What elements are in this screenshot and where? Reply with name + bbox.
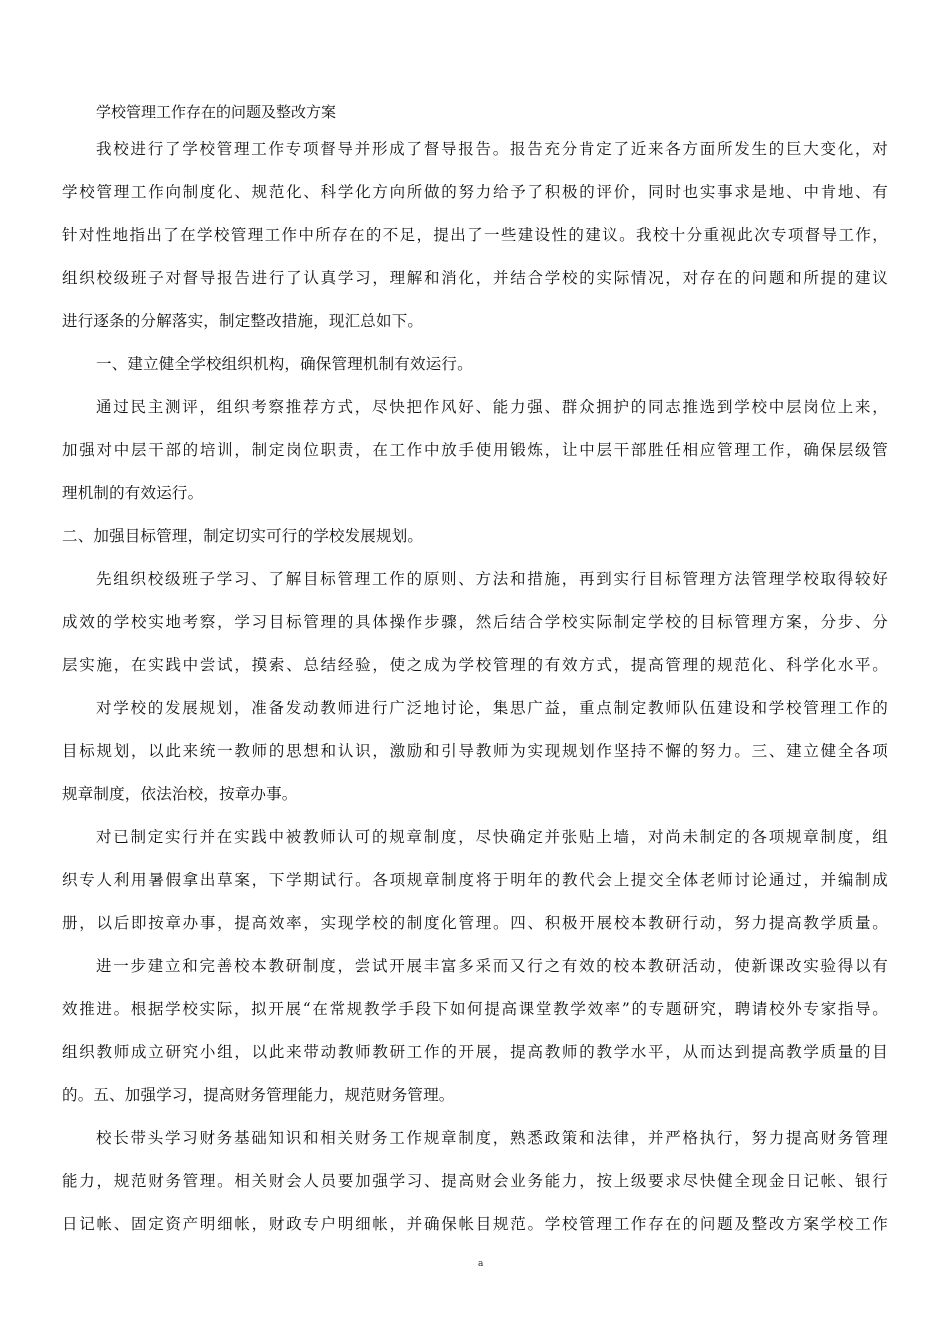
paragraph-line: 通过民主测评，组织考察推荐方式，尽快把作风好、能力强、群众拥护的同志推选到学校中层岗位上来， bbox=[96, 398, 888, 416]
paragraph-line: 册，以后即按章办事，提高效率，实现学校的制度化管理。四、积极开展校本教研行动，努力提高教学质量。 bbox=[62, 914, 888, 932]
paragraph-line: 先组织校级班子学习、了解目标管理工作的原则、方法和措施，再到实行目标管理方法管理学校取得较好 bbox=[96, 570, 888, 588]
paragraph-line: 加强对中层干部的培训，制定岗位职责，在工作中放手使用锻炼，让中层干部胜任相应管理工作，确保层级管 bbox=[62, 441, 888, 459]
paragraph-line: 进一步建立和完善校本教研制度，尝试开展丰富多采而又行之有效的校本教研活动，使新课改实验得以有 bbox=[96, 957, 888, 975]
paragraph-line: 织专人利用暑假拿出草案，下学期试行。各项规章制度将于明年的教代会上提交全体老师讨论通过，并编制成 bbox=[62, 871, 888, 889]
paragraph-line: 理机制的有效运行。 bbox=[62, 484, 204, 502]
paragraph-line: 层实施，在实践中尝试，摸索、总结经验，使之成为学校管理的有效方式，提高管理的规范化、科学化水平。 bbox=[62, 656, 888, 674]
paragraph-line: 日记帐、固定资产明细帐，财政专户明细帐，并确保帐目规范。学校管理工作存在的问题及整改方案学校工作 bbox=[62, 1215, 888, 1233]
paragraph-line: 对已制定实行并在实践中被教师认可的规章制度，尽快确定并张贴上墙，对尚未制定的各项规章制度，组 bbox=[96, 828, 888, 846]
paragraph-line: 效推进。根据学校实际，拟开展“在常规教学手段下如何提高课堂教学效率”的专题研究，聘请校外专家指导。 bbox=[62, 1000, 888, 1018]
page-marker: a bbox=[478, 1259, 484, 1269]
paragraph-line: 校长带头学习财务基础知识和相关财务工作规章制度，熟悉政策和法律，并严格执行，努力提高财务管理 bbox=[96, 1129, 888, 1147]
document-title: 学校管理工作存在的问题及整改方案 bbox=[96, 103, 337, 121]
paragraph-line: 成效的学校实地考察，学习目标管理的具体操作步骤，然后结合学校实际制定学校的目标管理方案，分步、分 bbox=[62, 613, 888, 631]
section-heading: 一、建立健全学校组织机构，确保管理机制有效运行。 bbox=[96, 355, 473, 373]
paragraph-line: 学校管理工作向制度化、规范化、科学化方向所做的努力给予了积极的评价，同时也实事求是地、中肯地、有 bbox=[62, 183, 888, 201]
paragraph-line: 进行逐条的分解落实，制定整改措施，现汇总如下。 bbox=[62, 312, 424, 330]
paragraph-line: 组织校级班子对督导报告进行了认真学习，理解和消化，并结合学校的实际情况，对存在的问题和所提的建议 bbox=[62, 269, 888, 287]
paragraph-line: 针对性地指出了在学校管理工作中所存在的不足，提出了一些建设性的建议。我校十分重视此次专项督导工作， bbox=[62, 226, 888, 244]
paragraph-line: 目标规划，以此来统一教师的思想和认识，激励和引导教师为实现规划作坚持不懈的努力。三、建立健全各项 bbox=[62, 742, 888, 760]
paragraph-line: 我校进行了学校管理工作专项督导并形成了督导报告。报告充分肯定了近来各方面所发生的巨大变化，对 bbox=[96, 140, 888, 158]
paragraph-line: 的。五、加强学习，提高财务管理能力，规范财务管理。 bbox=[62, 1086, 455, 1104]
section-heading: 二、加强目标管理，制定切实可行的学校发展规划。 bbox=[62, 527, 424, 545]
paragraph-line: 能力，规范财务管理。相关财会人员要加强学习、提高财会业务能力，按上级要求尽快健全现金日记帐、银行 bbox=[62, 1172, 888, 1190]
paragraph-line: 对学校的发展规划，准备发动教师进行广泛地讨论，集思广益，重点制定教师队伍建设和学校管理工作的 bbox=[96, 699, 888, 717]
paragraph-line: 规章制度，依法治校，按章办事。 bbox=[62, 785, 298, 803]
paragraph-line: 组织教师成立研究小组，以此来带动教师教研工作的开展，提高教师的教学水平，从而达到提高教学质量的目 bbox=[62, 1043, 888, 1061]
